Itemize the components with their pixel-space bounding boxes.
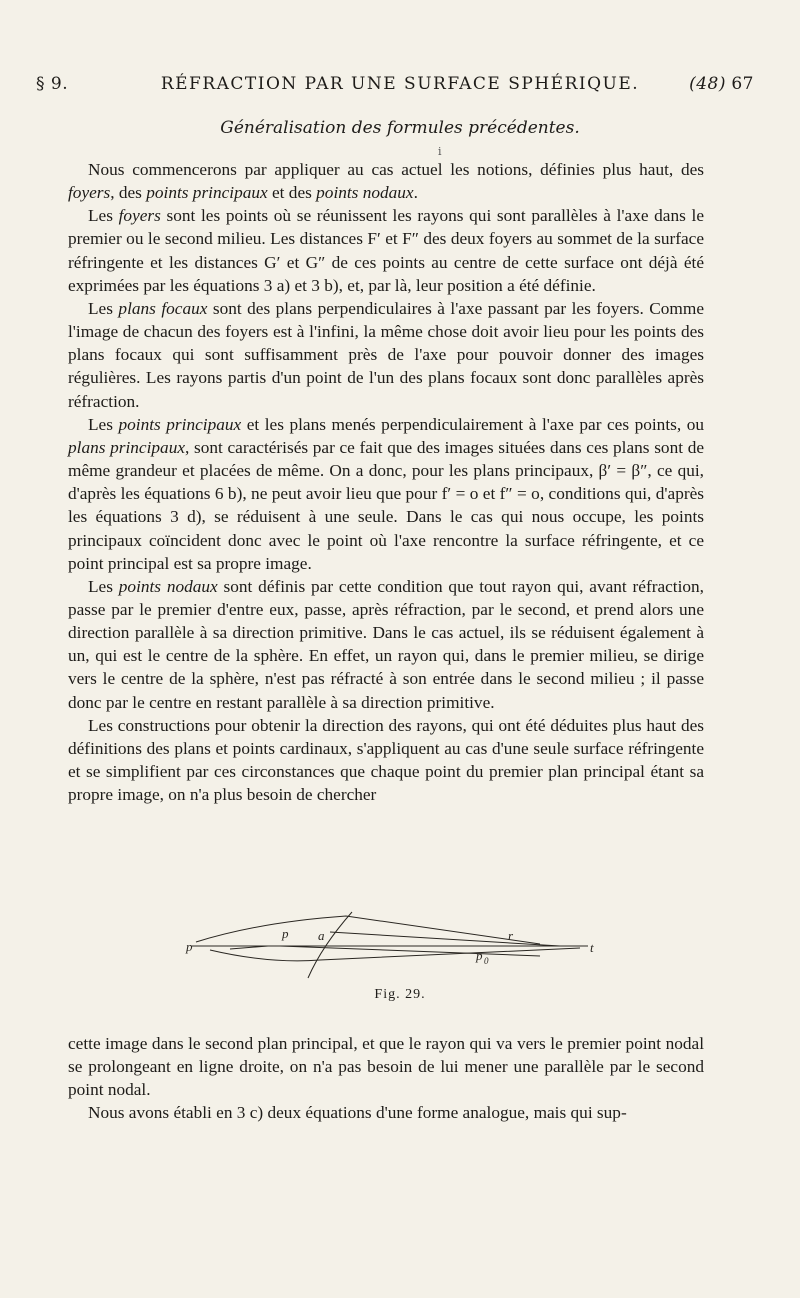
italic-term: points nodaux (118, 576, 218, 596)
label-t: t (590, 940, 594, 955)
refracting-surface (308, 912, 352, 978)
text-run: Les (88, 206, 119, 226)
italic-term: plans principaux (68, 437, 186, 457)
italic-term: points principaux (146, 183, 268, 203)
label-r: r (508, 928, 514, 943)
text-run: . (413, 183, 418, 203)
paragraph (68, 158, 704, 204)
text-run: Les (88, 298, 119, 318)
text-run: sont définis par cette condition que tout rayon qui, avant réfraction, passe par le premier d'entre eux, passe, après réfraction, par le second, et prend alors une direction parallèle à sa direction primitive. Dans le cas actuel, ils se réduisent également à un, qui est le centre de la sphère. En effet, un rayon qui, dans le premier milieu, se dirige vers le centre de la sphère, n'est pas réfracté à son entrée dans le second milieu ; il passe donc par le centre en restant parallèle à sa direction primitive. (68, 576, 705, 712)
text-run: Nous commencerons par appliquer au cas actuel les notions, définies plus haut, des (88, 160, 704, 179)
ray-middle (330, 932, 560, 946)
body-text-main (68, 158, 704, 806)
chapter-title: RÉFRACTION PAR UNE SURFACE SPHÉRIQUE. (160, 74, 640, 94)
label-p0-sub: 0 (484, 956, 489, 966)
label-p0: p (476, 948, 483, 963)
page-number: 67 (731, 74, 754, 94)
paragraph (68, 575, 704, 714)
running-head (36, 74, 754, 100)
italic-term: points principaux (118, 414, 242, 434)
equation-reference: (48) (689, 74, 726, 94)
figure-29 (0, 902, 800, 982)
section-number: § 9. (36, 74, 69, 94)
paragraph (68, 1032, 704, 1101)
label-a: a (318, 928, 325, 943)
text-run: Les (88, 414, 119, 434)
text-run: , des (110, 183, 147, 203)
italic-term: foyers (68, 183, 111, 203)
paragraph (68, 1101, 704, 1124)
paragraph (68, 714, 704, 807)
text-run: et des (267, 183, 317, 203)
text-run: , sont caractérisés par ce fait que des images situées dans ces plans sont de même grandeur et placées de même. On a donc, pour les plans principaux, β′ = β″, ce qui, d'après les équations 6 b), ne peut avoir lieu que pour f′ = o et f″ = o, conditions qui, d'après les équations 3 d), se réduisent à une seule. Dans le cas qui nous occupe, les points principaux coïncident donc avec le point où l'axe rencontre la surface réfringente, et ce point principal est sa propre image. (68, 437, 705, 573)
label-p-top: p (282, 926, 289, 941)
text-run: Les constructions pour obtenir la direction des rayons, qui ont été déduites plus haut des définitions des plans et points cardinaux, s'appliquent au cas d'une seule surface réfringente et se simplifient par ces circonstances que chaque point du premier plan principal étant sa propre image, on n'a plus besoin de chercher (68, 715, 704, 805)
italic-term: foyers (118, 206, 161, 226)
text-run: et les plans menés perpendiculairement à l'axe par ces points, ou (241, 414, 704, 434)
section-title: Généralisation des formules précédentes. (220, 118, 580, 138)
label-p-left: p (186, 939, 193, 954)
figure-caption: Fig. 29. (374, 987, 426, 1002)
text-run: cette image dans le second plan principal, et que le rayon qui va vers le premier point nodal se prolongeant en ligne droite, on n'a pas besoin de lui mener une parallèle par le second point nodal. (68, 1034, 704, 1100)
stray-mark: i (438, 145, 442, 158)
text-run: Les (88, 576, 119, 596)
ray-central (280, 946, 540, 956)
text-run: sont des plans perpendiculaires à l'axe passant par les foyers. Comme l'image de chacun des foyers est à l'infini, la même chose doit avoir lieu pour les points des plans focaux qui sont suffisamment près de l'axe pour pouvoir donner des images régulières. Les rayons partis d'un point de l'un des plans focaux sont donc parallèles après réfraction. (68, 298, 704, 411)
italic-term: plans focaux (118, 298, 208, 318)
italic-term: points nodaux (316, 183, 414, 203)
text-run: Nous avons établi en 3 c) deux équations d'une forme analogue, mais qui sup- (88, 1103, 627, 1123)
text-run: sont les points où se réunissent les rayons qui sont parallèles à l'axe dans le premier ou le second milieu. Les distances F′ et F″ des deux foyers au sommet de la surface réfringente et les distances G′ et G″ de ces points au centre de cette surface ont déjà été exprimées par les équations 3 a) et 3 b), et, par là, leur position a été définie. (68, 206, 704, 295)
body-text-continuation (68, 1032, 704, 1125)
ray-upper (196, 916, 540, 944)
paragraph (68, 413, 704, 575)
paragraph (68, 297, 704, 413)
paragraph (68, 204, 704, 297)
